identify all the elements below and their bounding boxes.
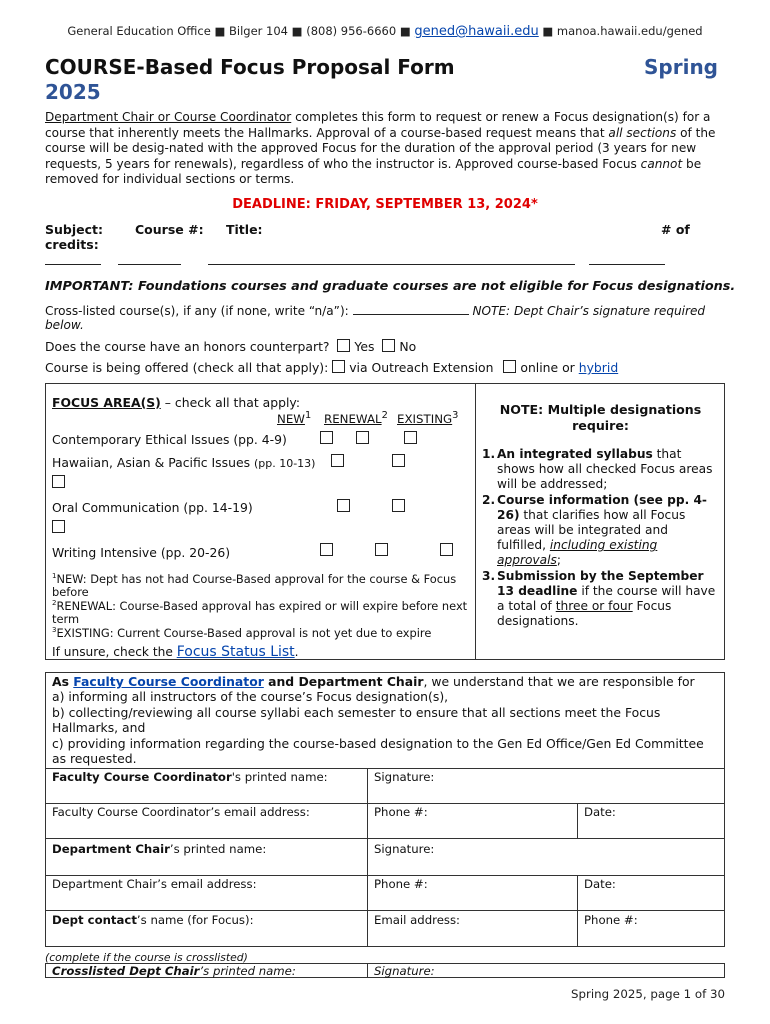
chair-date-field[interactable]: Date: <box>584 877 616 891</box>
focus-area-writing: Writing Intensive (pp. 20-26) <box>52 545 231 560</box>
email-link[interactable]: gened@hawaii.edu <box>414 24 539 39</box>
hap-new-checkbox[interactable] <box>331 454 344 467</box>
crosslist-label: Cross-listed course(s), if any (if none, write “n/a”): <box>45 304 349 318</box>
separator-square-icon: ■ <box>399 24 415 38</box>
grid-divider <box>45 768 725 769</box>
separator-square-icon: ■ <box>214 24 230 38</box>
credits-label-cont: credits: <box>45 237 99 252</box>
credits-label: # of <box>661 222 690 237</box>
chair-signature-field[interactable]: Signature: <box>374 842 435 856</box>
focus-area-title: FOCUS AREA(S) <box>52 395 161 410</box>
hap-renewal-checkbox[interactable] <box>392 454 405 467</box>
responsibility-statement: As Faculty Course Coordinator and Department Chair, we understand that we are responsible for a) informing all instructors of the course’s Focus designation(s), b) collecting/reviewing all course syllabi each semester to ensure that all sections meet the Focus Hallmarks, and c) providing information regarding the course-based designation to the Gen Ed Office/Gen Ed Committee as requested. <box>52 674 720 766</box>
responsibility-a: a) informing all instructors of the course’s Focus designation(s), <box>52 689 449 705</box>
course-number-label: Course #: <box>135 222 204 237</box>
intro-text-3: be removed for individual sections or terms. <box>45 156 702 186</box>
crosslist-row <box>45 303 735 332</box>
form-term: Spring <box>644 55 718 79</box>
outreach-label: via Outreach Extension <box>349 360 494 375</box>
requirement-item: 1. An integrated syllabus that shows how all checked Focus areas will be addressed; <box>482 447 713 492</box>
oral-new-checkbox[interactable] <box>337 499 350 512</box>
subject-label: Subject: <box>45 222 103 237</box>
honors-no-checkbox[interactable] <box>382 339 395 352</box>
hap-existing-checkbox[interactable] <box>52 475 65 488</box>
honors-question: Does the course have an honors counterpart? <box>45 339 330 354</box>
deadline-banner: DEADLINE: FRIDAY, SEPTEMBER 13, 2024* <box>232 197 538 212</box>
course-number-input[interactable] <box>118 264 181 265</box>
hybrid-link[interactable]: hybrid <box>578 360 619 375</box>
website-text: manoa.hawaii.edu/gened <box>556 24 703 38</box>
grid-divider <box>45 910 725 911</box>
office-phone: (808) 956-6660 <box>306 24 397 38</box>
intro-paragraph <box>45 110 727 188</box>
office-building: Bilger 104 <box>229 24 289 38</box>
dept-contact-email-field[interactable]: Email address: <box>374 913 460 927</box>
col-renewal-header: RENEWAL$^2$ <box>324 410 388 426</box>
ethical-renewal-checkbox[interactable] <box>356 431 369 444</box>
chair-phone-field[interactable]: Phone #: <box>374 877 428 891</box>
grid-divider <box>45 875 725 876</box>
footnote-new: $^1$NEW: Dept has not had Course-Based approval for the course & Focus before <box>52 571 457 600</box>
intro-text-1: completes this form to request or renew a Focus designation(s) for a course that inherently meets the Hallmarks. Approval of a course-based request means that <box>45 110 711 140</box>
col-new-header: NEW$^1$ <box>277 410 312 426</box>
writing-renewal-checkbox[interactable] <box>375 543 388 556</box>
responsibility-b: b) collecting/reviewing all course syllabi each semester to ensure that all sections meet the Focus Hallmarks, and <box>52 704 661 736</box>
intro-text-2: of the course will be desig-nated with the approved Focus for the duration of the approval period (3 years for new requests, 5 years for renewals), regardless of who the instructor is. Approved course-based Focus <box>45 125 716 171</box>
important-notice: IMPORTANT: Foundations courses and graduate courses are not eligible for Focus designations. <box>45 279 736 294</box>
writing-new-checkbox[interactable] <box>320 543 333 556</box>
online-checkbox[interactable] <box>503 360 516 373</box>
honors-no-label: No <box>399 339 417 354</box>
multiple-designations-title: NOTE: Multiple designations require: <box>499 402 702 433</box>
grid-divider <box>577 803 578 838</box>
focus-status-hint: If unsure, check the Focus Status List. <box>52 644 299 660</box>
grid-divider <box>367 768 368 947</box>
focus-status-list-link[interactable]: Focus Status List <box>176 644 295 660</box>
chair-name-field[interactable]: Department Chair’s printed name: <box>52 842 267 856</box>
honors-row <box>45 339 416 354</box>
fcc-phone-field[interactable]: Phone #: <box>374 805 428 819</box>
writing-existing-checkbox[interactable] <box>440 543 453 556</box>
oral-renewal-checkbox[interactable] <box>392 499 405 512</box>
grid-divider <box>367 963 368 978</box>
separator-square-icon: ■ <box>291 24 307 38</box>
requirements-list <box>482 447 718 629</box>
oral-existing-checkbox[interactable] <box>52 520 65 533</box>
requirement-item: 2. Course information (see pp. 4-26) that clarifies how all Focus areas will be integrated and fulfilled, including existing approvals; <box>482 492 707 568</box>
ethical-existing-checkbox[interactable] <box>404 431 417 444</box>
grid-divider <box>45 803 725 804</box>
grid-divider <box>45 838 725 839</box>
responsibility-c: c) providing information regarding the course-based designation to the Gen Ed Office/Gen Ed Committee as requested. <box>52 735 704 767</box>
honors-yes-checkbox[interactable] <box>337 339 350 352</box>
office-name: General Education Office <box>67 24 211 38</box>
requirement-item: 3. Submission by the September 13 deadline if the course will have a total of three or four Focus designations. <box>482 568 716 629</box>
chair-email-field[interactable]: Department Chair’s email address: <box>52 877 257 891</box>
intro-cannot: cannot <box>640 156 683 171</box>
fcc-name-field[interactable]: Faculty Course Coordinator's printed name: <box>52 770 328 784</box>
fcc-date-field[interactable]: Date: <box>584 805 616 819</box>
crosslist-note: NOTE: Dept Chair’s signature required below. <box>45 304 706 332</box>
online-label: online or <box>520 360 575 375</box>
faculty-coordinator-link[interactable]: Faculty Course Coordinator <box>73 674 264 689</box>
form-title: COURSE-Based Focus Proposal Form <box>45 55 455 79</box>
honors-yes-label: Yes <box>354 339 375 354</box>
form-year: 2025 <box>45 80 101 104</box>
page-footer: Spring 2025, page 1 of 30 <box>571 987 725 1001</box>
fcc-email-field[interactable]: Faculty Course Coordinator’s email address: <box>52 805 310 819</box>
outreach-checkbox[interactable] <box>332 360 345 373</box>
offered-question: Course is being offered (check all that apply): <box>45 360 329 375</box>
crosslisted-chair-name-field[interactable]: Crosslisted Dept Chair’s printed name: <box>52 964 296 978</box>
course-title-input[interactable] <box>208 264 575 265</box>
grid-divider <box>577 910 578 947</box>
intro-all-sections: all sections <box>608 125 677 140</box>
ethical-new-checkbox[interactable] <box>320 431 333 444</box>
offered-row <box>45 360 618 375</box>
col-existing-header: EXISTING$^3$ <box>397 410 459 426</box>
dept-contact-phone-field[interactable]: Phone #: <box>584 913 638 927</box>
focus-area-heading <box>52 395 300 410</box>
focus-area-hap: Hawaiian, Asian & Pacific Issues (pp. 10-13) <box>52 455 316 470</box>
footnote-renewal: $^2$RENEWAL: Course-Based approval has expired or will expire before next term <box>52 598 468 627</box>
crosslisted-chair-signature-field[interactable]: Signature: <box>374 964 435 978</box>
intro-role: Department Chair or Course Coordinator <box>45 110 292 124</box>
dept-contact-name-field[interactable]: Dept contact’s name (for Focus): <box>52 913 254 927</box>
course-title-label: Title: <box>226 222 263 237</box>
contact-header <box>0 24 770 39</box>
separator-square-icon: ■ <box>542 24 557 38</box>
fcc-signature-field[interactable]: Signature: <box>374 770 435 784</box>
credits-input[interactable] <box>589 264 665 265</box>
focus-area-ethical: Contemporary Ethical Issues (pp. 4-9) <box>52 432 287 447</box>
focus-area-instruction: – check all that apply: <box>160 395 301 410</box>
focus-area-oral: Oral Communication (pp. 14-19) <box>52 500 253 515</box>
footnote-existing: $^3$EXISTING: Current Course-Based approval is not yet due to expire <box>52 625 432 640</box>
crosslisted-note: (complete if the course is crosslisted) <box>45 951 248 964</box>
grid-divider <box>577 875 578 910</box>
subject-input[interactable] <box>45 264 101 265</box>
crosslist-input[interactable] <box>353 303 469 315</box>
